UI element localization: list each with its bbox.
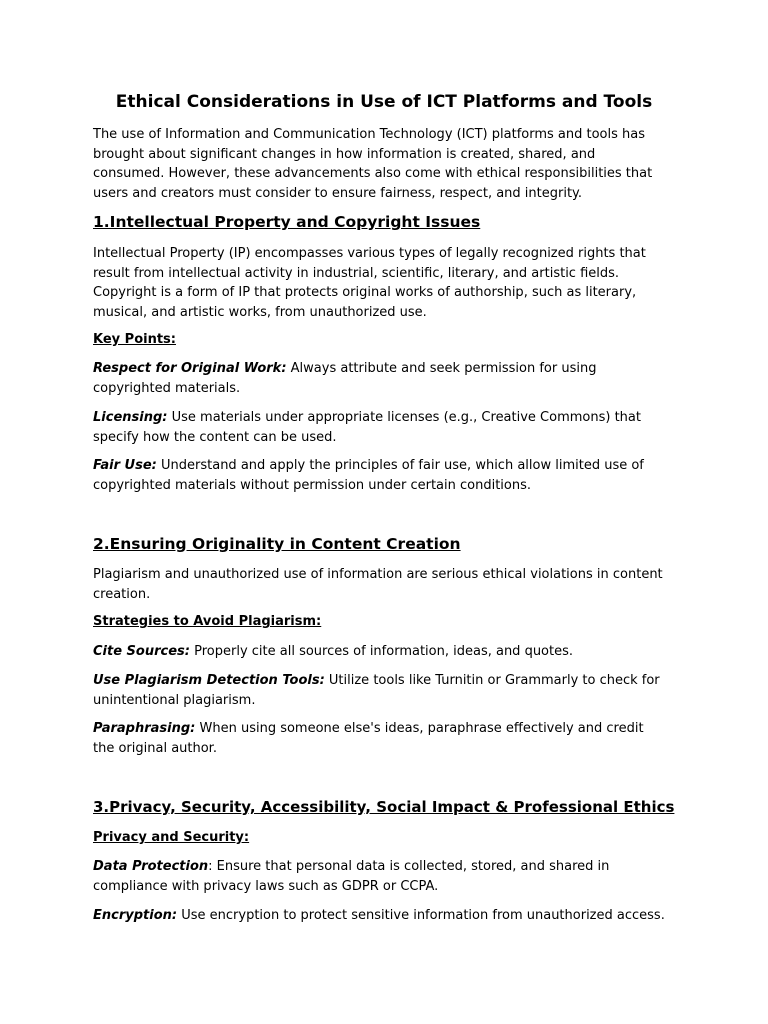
item-text: Understand and apply the principles of fair use, which allow limited use of copyrighted materials without permission under certain conditions. — [93, 458, 644, 493]
section-1-item — [93, 359, 668, 398]
item-term: Cite Sources: — [93, 644, 190, 659]
section-1-item — [93, 456, 668, 495]
section-3-item — [93, 857, 668, 896]
section-2-body: Plagiarism and unauthorized use of information are serious ethical violations in content creation. — [93, 567, 663, 602]
item-term: Encryption: — [93, 908, 178, 923]
section-2-item — [93, 642, 668, 662]
item-text: Properly cite all sources of information, ideas, and quotes. — [189, 644, 574, 659]
section-3-item — [93, 906, 668, 926]
item-term: Paraphrasing: — [93, 721, 196, 736]
section-1-heading: 1.Intellectual Property and Copyright Issues — [93, 213, 481, 231]
section-1-subheading: Key Points: — [93, 332, 176, 347]
item-term: Respect for Original Work: — [93, 361, 287, 376]
section-2-subheading: Strategies to Avoid Plagiarism: — [93, 614, 322, 629]
item-text: Use encryption to protect sensitive information from unauthorized access. — [177, 908, 665, 923]
section-1-item — [93, 408, 668, 447]
section-2-item — [93, 671, 668, 710]
document-title: Ethical Considerations in Use of ICT Platforms and Tools — [115, 92, 653, 112]
item-text: : Ensure that personal data is collected, stored, and shared in compliance with privacy laws such as GDPR or CCPA. — [93, 859, 610, 894]
section-1-body: Intellectual Property (IP) encompasses various types of legally recognized rights that result from intellectual activity in industrial, scientific, literary, and artistic fields. Copyright is a form of IP that protects original works of authorship, such as literary, musical, and artistic works, from unauthorized use. — [93, 246, 646, 320]
item-text: When using someone else's ideas, paraphrase effectively and credit the original author. — [93, 721, 644, 756]
section-3-subheading: Privacy and Security: — [93, 830, 250, 845]
item-term: Fair Use: — [93, 458, 157, 473]
section-2-item — [93, 719, 668, 758]
intro-paragraph: The use of Information and Communication Technology (ICT) platforms and tools has brought about significant changes in how information is created, shared, and consumed. However, these advancements also come with ethical responsibilities that users and creators must consider to ensure fairness, respect, and integrity. — [93, 127, 653, 201]
item-term: Data Protection — [93, 859, 209, 874]
item-term: Use Plagiarism Detection Tools: — [93, 673, 325, 688]
section-3-heading: 3.Privacy, Security, Accessibility, Social Impact & Professional Ethics — [93, 798, 675, 816]
item-text: Utilize tools like Turnitin or Grammarly to check for unintentional plagiarism. — [93, 673, 660, 708]
item-text: Use materials under appropriate licenses (e.g., Creative Commons) that specify how the content can be used. — [93, 410, 641, 445]
item-text: Always attribute and seek permission for using copyrighted materials. — [93, 361, 597, 396]
item-term: Licensing: — [93, 410, 168, 425]
section-2-heading: 2.Ensuring Originality in Content Creation — [93, 535, 461, 553]
